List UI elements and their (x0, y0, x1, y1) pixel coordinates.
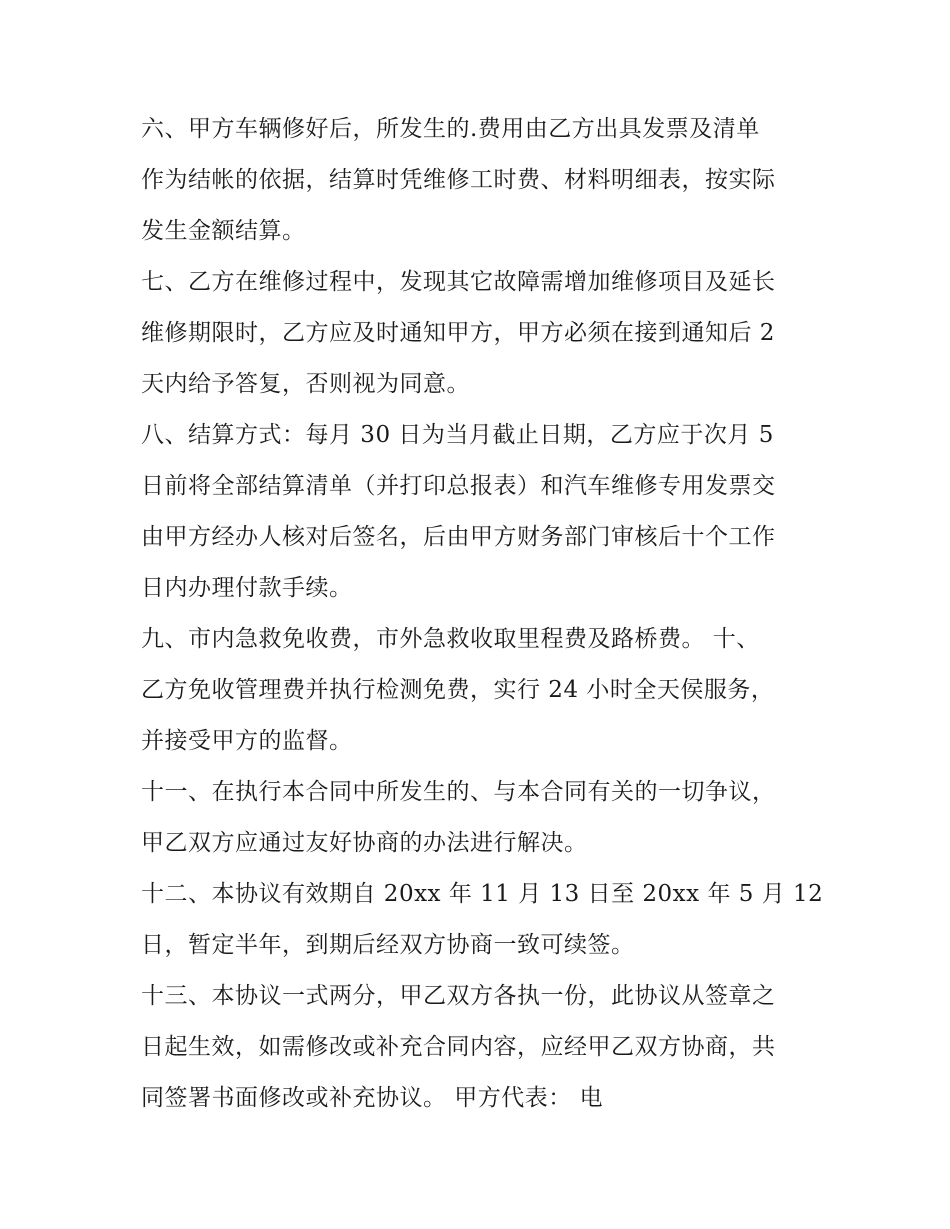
text-line: 日内办理付款手续。 (141, 575, 353, 601)
text-line: 发生金额结算。 (141, 218, 306, 244)
text-line: 作为结帐的依据，结算时凭维修工时费、材料明细表，按实际 (141, 167, 776, 193)
text-line: 九、市内急救免收费，市外急救收取里程费及路桥费。 十、 (141, 626, 760, 652)
text-line: 维修期限时，乙方应及时通知甲方，甲方必须在接到通知后 2 (141, 320, 775, 346)
text-line: 八、结算方式：每月 30 日为当月截止日期，乙方应于次月 5 (141, 422, 774, 448)
text-line: 并接受甲方的监督。 (141, 728, 353, 754)
text-line: 十二、本协议有效期自 20xx 年 11 月 13 日至 20xx 年 5 月 12 (141, 881, 824, 907)
text-line: 甲乙双方应通过友好协商的办法进行解决。 (141, 830, 588, 856)
text-line: 十一、在执行本合同中所发生的、与本合同有关的一切争议， (141, 779, 776, 805)
text-line: 乙方免收管理费并执行检测免费，实行 24 小时全天侯服务， (141, 677, 775, 703)
text-line: 日起生效，如需修改或补充合同内容，应经甲乙双方协商，共 (141, 1034, 776, 1060)
document-body (141, 104, 841, 1124)
text-line: 十三、本协议一式两分，甲乙双方各执一份，此协议从签章之 (141, 983, 776, 1009)
text-line: 日，暂定半年，到期后经双方协商一致可续签。 (141, 932, 635, 958)
text-line: 同签署书面修改或补充协议。 甲方代表： 电 (141, 1085, 604, 1111)
text-line: 天内给予答复，否则视为同意。 (141, 371, 470, 397)
text-line: 七、乙方在维修过程中，发现其它故障需增加维修项目及延长 (141, 269, 776, 295)
text-line: 日前将全部结算清单（并打印总报表）和汽车维修专用发票交 (141, 473, 776, 499)
text-line: 六、甲方车辆修好后，所发生的.费用由乙方出具发票及清单 (141, 116, 760, 142)
text-line: 由甲方经办人核对后签名，后由甲方财务部门审核后十个工作 (141, 524, 776, 550)
